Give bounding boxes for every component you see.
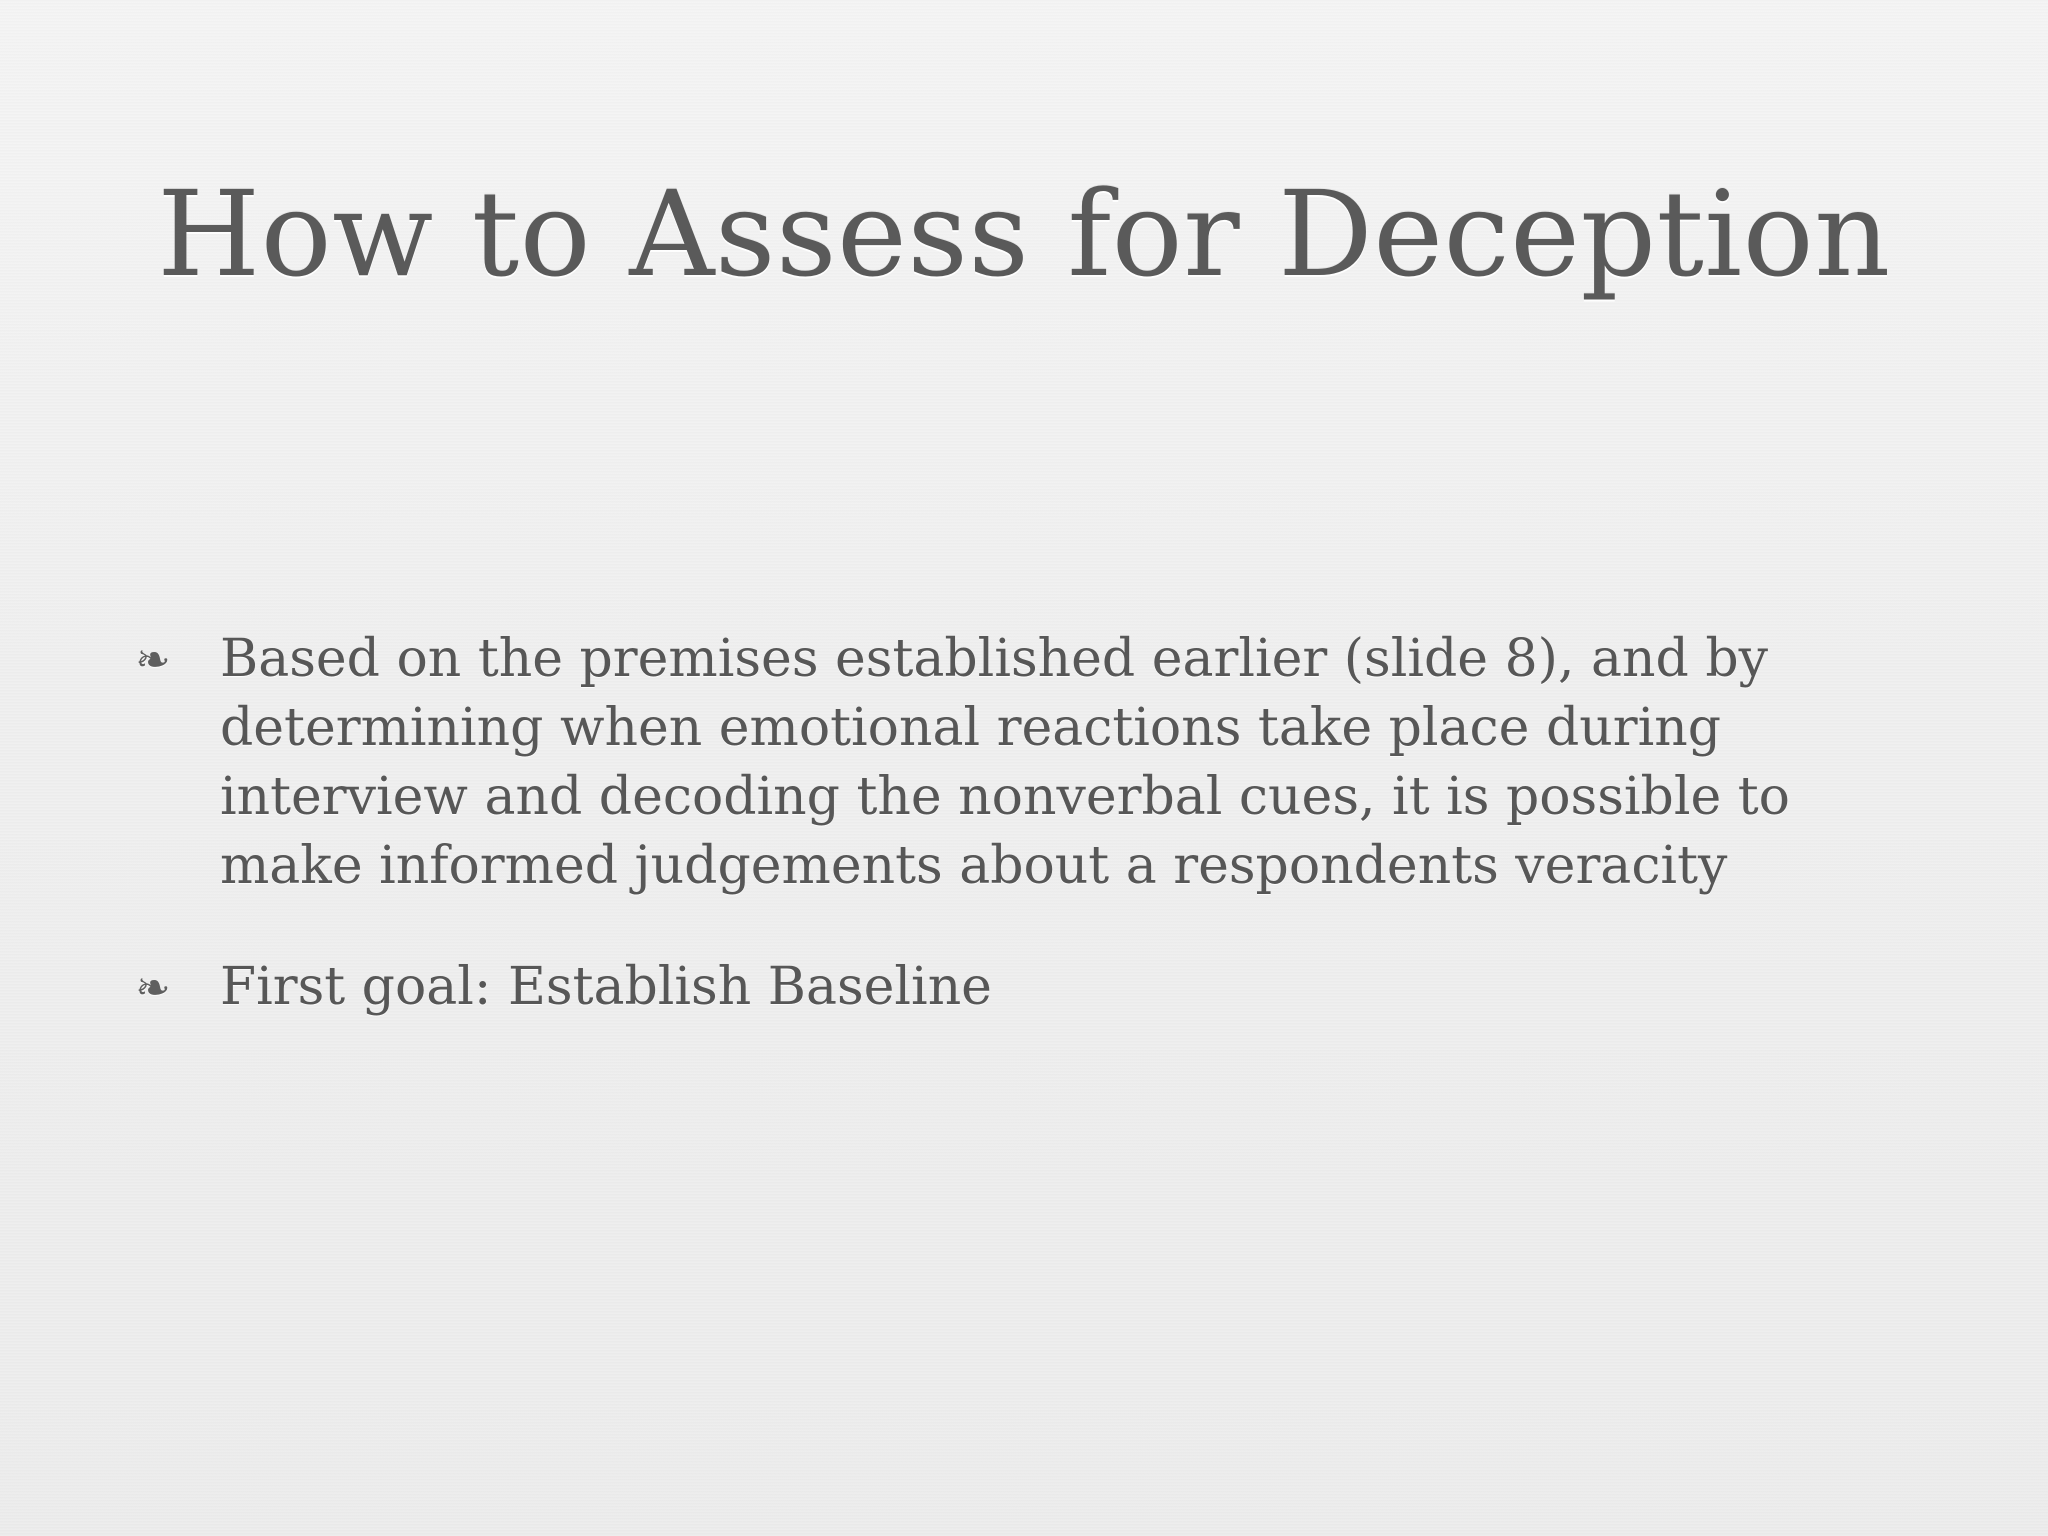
slide-title: How to Assess for Deception <box>157 165 1891 303</box>
bullet-text: Based on the premises established earlier (slide 8), and by determining when emotional reactions take place during interview and decoding the nonverbal cues, it is possible to make informed judgements about a respondents veracity <box>220 629 1790 896</box>
bullet-list <box>118 625 1918 1022</box>
bullet-text: First goal: Establish Baseline <box>220 957 992 1017</box>
floral-bullet-icon: ❧ <box>135 635 171 684</box>
bullet-item <box>118 625 1918 901</box>
bullet-item <box>118 953 1918 1022</box>
floral-bullet-icon: ❧ <box>135 963 171 1012</box>
